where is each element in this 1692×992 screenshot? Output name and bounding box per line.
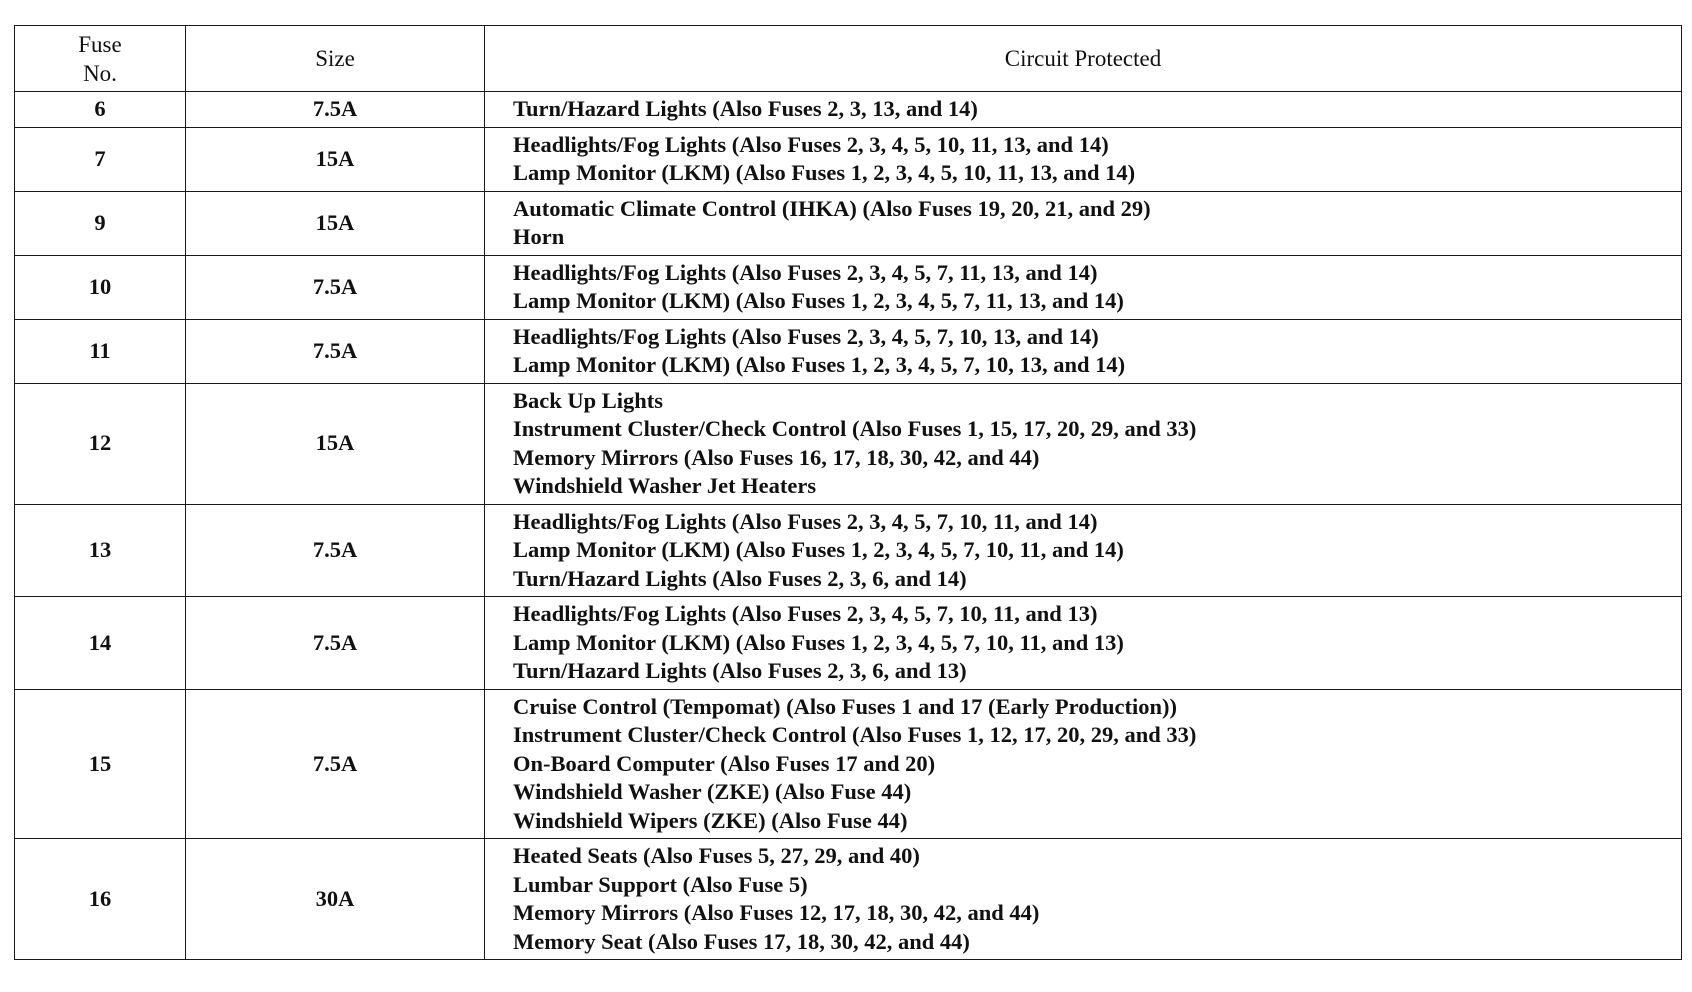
circuit-protected-cell xyxy=(485,597,1682,690)
header-fuse-no xyxy=(15,26,186,92)
circuit-line: Headlights/Fog Lights (Also Fuses 2, 3, 4, 5, 7, 10, 11, and 14) xyxy=(513,508,1098,534)
circuit-line: Automatic Climate Control (IHKA) (Also Fuses 19, 20, 21, and 29) xyxy=(513,195,1151,221)
fuse-size-cell: 7.5A xyxy=(186,504,485,597)
table-header xyxy=(15,26,1682,92)
table-row xyxy=(15,383,1682,504)
circuit-line: Lamp Monitor (LKM) (Also Fuses 1, 2, 3, 4, 5, 7, 10, 11, and 13) xyxy=(513,629,1124,655)
circuit-line: Windshield Washer (ZKE) (Also Fuse 44) xyxy=(513,779,912,804)
fuse-number-cell: 15 xyxy=(15,689,186,839)
header-row xyxy=(15,26,1682,92)
circuit-line: Memory Seat (Also Fuses 17, 18, 30, 42, and 44) xyxy=(513,928,970,954)
header-circuit-protected: Circuit Protected xyxy=(485,26,1682,92)
table-row xyxy=(15,255,1682,319)
header-fuse-no-line1: Fuse xyxy=(78,31,122,57)
table-row xyxy=(15,839,1682,960)
circuit-line: Lamp Monitor (LKM) (Also Fuses 1, 2, 3, 4, 5, 10, 11, 13, and 14) xyxy=(513,160,1136,185)
circuit-protected-cell xyxy=(485,689,1682,839)
circuit-protected-cell xyxy=(485,92,1682,128)
circuit-protected-cell xyxy=(485,383,1682,504)
circuit-line: Turn/Hazard Lights (Also Fuses 2, 3, 6, and 14) xyxy=(513,565,967,591)
fuse-table xyxy=(14,25,1682,960)
circuit-line: Windshield Wipers (ZKE) (Also Fuse 44) xyxy=(513,807,908,833)
fuse-size-cell: 7.5A xyxy=(186,319,485,383)
circuit-line: Headlights/Fog Lights (Also Fuses 2, 3, 4, 5, 7, 10, 11, and 13) xyxy=(513,601,1098,626)
circuit-line: Memory Mirrors (Also Fuses 16, 17, 18, 30, 42, and 44) xyxy=(513,444,1040,470)
fuse-size-cell: 7.5A xyxy=(186,597,485,690)
header-size: Size xyxy=(186,26,485,92)
circuit-line: Headlights/Fog Lights (Also Fuses 2, 3, 4, 5, 10, 11, 13, and 14) xyxy=(513,131,1109,157)
circuit-line: Horn xyxy=(513,224,565,249)
fuse-number-cell: 12 xyxy=(15,383,186,504)
fuse-number-cell: 13 xyxy=(15,504,186,597)
circuit-line: Lamp Monitor (LKM) (Also Fuses 1, 2, 3, 4, 5, 7, 10, 13, and 14) xyxy=(513,352,1126,377)
circuit-line: Memory Mirrors (Also Fuses 12, 17, 18, 30, 42, and 44) xyxy=(513,900,1040,925)
table-row xyxy=(15,597,1682,690)
circuit-protected-cell xyxy=(485,255,1682,319)
fuse-number-cell: 9 xyxy=(15,191,186,255)
circuit-line: Windshield Washer Jet Heaters xyxy=(513,473,817,498)
table-row xyxy=(15,127,1682,191)
circuit-line: Turn/Hazard Lights (Also Fuses 2, 3, 6, and 13) xyxy=(513,658,967,683)
circuit-line: Headlights/Fog Lights (Also Fuses 2, 3, 4, 5, 7, 11, 13, and 14) xyxy=(513,259,1098,285)
table-row xyxy=(15,689,1682,839)
circuit-line: Instrument Cluster/Check Control (Also Fuses 1, 15, 17, 20, 29, and 33) xyxy=(513,416,1197,441)
circuit-protected-cell xyxy=(485,504,1682,597)
fuse-size-cell: 15A xyxy=(186,191,485,255)
circuit-line: Lamp Monitor (LKM) (Also Fuses 1, 2, 3, 4, 5, 7, 11, 13, and 14) xyxy=(513,288,1124,313)
fuse-size-cell: 15A xyxy=(186,127,485,191)
table-row xyxy=(15,92,1682,128)
fuse-number-cell: 16 xyxy=(15,839,186,960)
table-row xyxy=(15,319,1682,383)
circuit-line: Lamp Monitor (LKM) (Also Fuses 1, 2, 3, 4, 5, 7, 10, 11, and 14) xyxy=(513,537,1124,562)
fuse-size-cell: 15A xyxy=(186,383,485,504)
circuit-line: Instrument Cluster/Check Control (Also Fuses 1, 12, 17, 20, 29, and 33) xyxy=(513,722,1197,747)
fuse-number-cell: 11 xyxy=(15,319,186,383)
fuse-size-cell: 7.5A xyxy=(186,255,485,319)
fuse-size-cell: 30A xyxy=(186,839,485,960)
circuit-protected-cell xyxy=(485,191,1682,255)
circuit-line: Lumbar Support (Also Fuse 5) xyxy=(513,871,808,897)
fuse-number-cell: 7 xyxy=(15,127,186,191)
circuit-line: Heated Seats (Also Fuses 5, 27, 29, and 40) xyxy=(513,843,920,868)
circuit-line: Turn/Hazard Lights (Also Fuses 2, 3, 13, and 14) xyxy=(513,96,978,121)
circuit-line: Headlights/Fog Lights (Also Fuses 2, 3, 4, 5, 7, 10, 13, and 14) xyxy=(513,323,1099,349)
fuse-number-cell: 14 xyxy=(15,597,186,690)
circuit-protected-cell xyxy=(485,319,1682,383)
header-fuse-no-line2: No. xyxy=(83,60,117,86)
fuse-size-cell: 7.5A xyxy=(186,92,485,128)
fuse-number-cell: 6 xyxy=(15,92,186,128)
circuit-protected-cell xyxy=(485,839,1682,960)
fuse-size-cell: 7.5A xyxy=(186,689,485,839)
circuit-protected-cell xyxy=(485,127,1682,191)
table-row xyxy=(15,191,1682,255)
table-body xyxy=(15,92,1682,960)
fuse-number-cell: 10 xyxy=(15,255,186,319)
circuit-line: On-Board Computer (Also Fuses 17 and 20) xyxy=(513,750,936,776)
table-row xyxy=(15,504,1682,597)
circuit-line: Back Up Lights xyxy=(513,387,664,413)
circuit-line: Cruise Control (Tempomat) (Also Fuses 1 and 17 (Early Production)) xyxy=(513,693,1177,719)
